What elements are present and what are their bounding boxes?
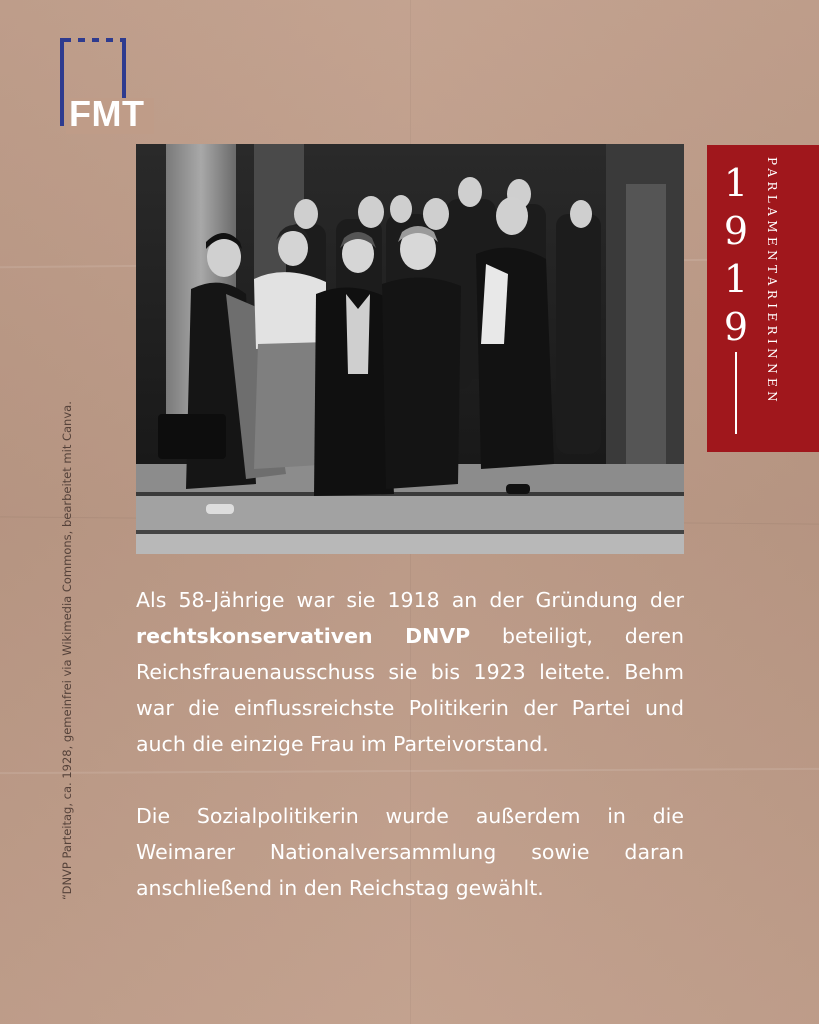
year-digit: 1 xyxy=(723,161,749,205)
body-text xyxy=(136,582,684,942)
paragraph-2: Die Sozialpolitikerin wurde außerdem in die Weimarer Nationalversammlung sowie daran anschließend in den Reichstag gewählt. xyxy=(136,804,684,900)
bold-party-name: rechtskonservativen DNVP xyxy=(136,624,471,648)
band-title: PARLAMENTARIERINNEN xyxy=(765,157,779,407)
photo-credit: “DNVP Parteitag, ca. 1928, gemeinfrei via Wikimedia Commons, bearbeitet mit Canva. xyxy=(60,401,74,900)
year-band xyxy=(707,145,819,452)
paragraph-1: Als 58-Jährige war sie 1918 an der Gründung der rechtskonservativen DNVP beteiligt, deren Reichsfrauenausschuss sie bis 1923 leitete. Behm war die einflussreichste Politikerin der Partei und auch die einzige Frau im Parteivorstand. xyxy=(136,588,684,756)
logo-dots xyxy=(64,38,122,42)
year-digit: 9 xyxy=(723,305,749,349)
band-year xyxy=(721,159,751,351)
historical-photo xyxy=(136,144,684,554)
band-divider xyxy=(735,352,737,434)
logo-text: FMT xyxy=(69,93,145,134)
year-digit: 1 xyxy=(723,257,749,301)
fmt-logo xyxy=(60,38,152,134)
year-digit: 9 xyxy=(723,209,749,253)
